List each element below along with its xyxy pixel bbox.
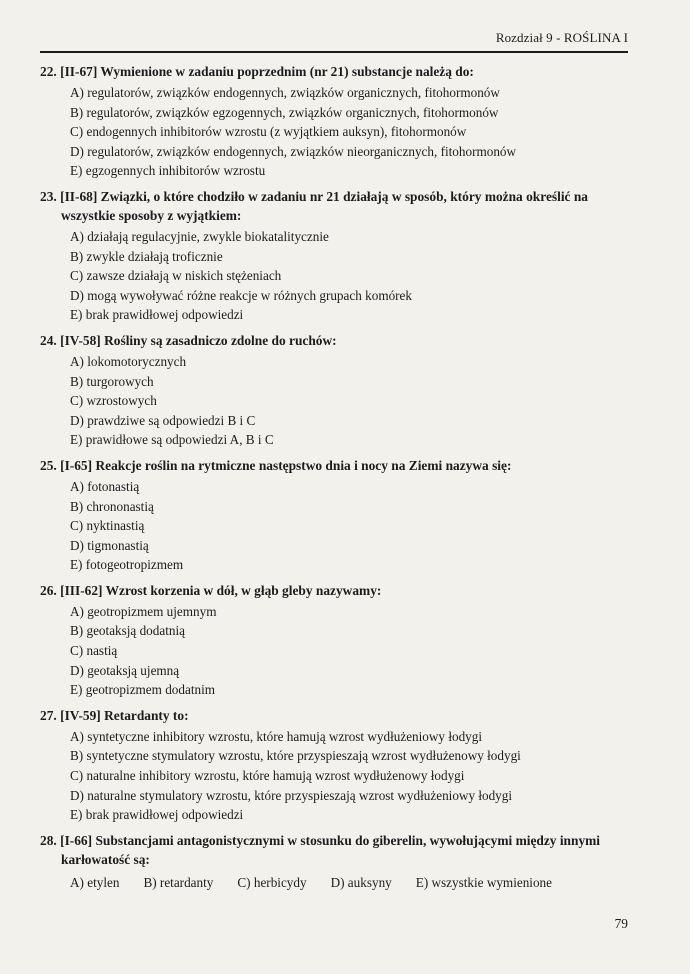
question-text: Reakcje roślin na rytmiczne następstwo dnia i nocy na Ziemi nazywa się: bbox=[95, 457, 512, 473]
answer-option: A) regulatorów, związków endogennych, związków organicznych, fitohormonów bbox=[70, 85, 500, 100]
question-text: Wymienione w zadaniu poprzednim (nr 21) substancje należą do: bbox=[100, 64, 474, 79]
question-title bbox=[40, 187, 630, 225]
answer-option: C) nastią bbox=[70, 643, 118, 659]
header-rule bbox=[40, 51, 628, 53]
answer-option: D) auksyny bbox=[330, 874, 392, 890]
answer-list bbox=[70, 227, 630, 325]
answer-option: B) regulatorów, związków egzogennych, związków organicznych, fitohormonów bbox=[70, 104, 499, 120]
answer-option: B) syntetyczne stymulatory wzrostu, które przyspieszają wzrost wydłużenowy łodygi bbox=[70, 748, 521, 764]
question-22 bbox=[40, 62, 630, 181]
question-list bbox=[40, 62, 630, 892]
answer-option: A) syntetyczne inhibitory wzrostu, które hamują wzrost wydłużeniowy łodygi bbox=[70, 728, 483, 744]
answer-option: A) działają regulacyjnie, zwykle biokatalitycznie bbox=[70, 228, 329, 244]
answer-option: D) naturalne stymulatory wzrostu, które przyspieszają wzrost wydłużeniowy łodygi bbox=[70, 787, 513, 803]
answer-option: C) herbicydy bbox=[237, 874, 307, 890]
answer-option: B) geotaksją dodatnią bbox=[70, 623, 185, 639]
question-number: 22. bbox=[40, 64, 57, 79]
question-title bbox=[40, 831, 630, 869]
question-text: Rośliny są zasadniczo zdolne do ruchów: bbox=[104, 332, 337, 348]
question-code: [IV-58] bbox=[60, 332, 101, 348]
answer-option: C) endogennych inhibitorów wzrostu (z wyjątkiem auksyn), fitohormonów bbox=[70, 124, 467, 140]
question-number: 24. bbox=[40, 332, 57, 348]
question-text: Substancjami antagonistycznymi w stosunku do giberelin, wywołującymi między innymi karłowatość są: bbox=[61, 832, 601, 867]
answer-option: E) fotogeotropizmem bbox=[70, 557, 184, 573]
answer-option: A) etylen bbox=[70, 874, 120, 890]
question-number: 28. bbox=[40, 832, 57, 848]
question-title bbox=[40, 62, 630, 81]
answer-option: E) egzogennych inhibitorów wzrostu bbox=[70, 163, 266, 179]
answer-option: B) turgorowych bbox=[70, 373, 154, 389]
question-title bbox=[40, 581, 630, 600]
answer-option: C) wzrostowych bbox=[70, 393, 157, 409]
question-text: Wzrost korzenia w dół, w głąb gleby nazywamy: bbox=[105, 582, 382, 598]
answer-list bbox=[70, 352, 630, 450]
answer-option: E) brak prawidłowej odpowiedzi bbox=[70, 807, 244, 823]
answer-option: C) naturalne inhibitory wzrostu, które hamują wzrost wydłużenowy łodygi bbox=[70, 768, 465, 784]
question-code: [I-65] bbox=[60, 457, 93, 473]
answer-option: A) geotropizmem ujemnym bbox=[70, 603, 217, 619]
answer-option: B) chrononastią bbox=[70, 498, 154, 514]
answer-list bbox=[70, 602, 630, 700]
question-code: [II-67] bbox=[60, 64, 98, 79]
question-title bbox=[40, 331, 630, 350]
page-number: 79 bbox=[614, 916, 628, 931]
question-code: [II-68] bbox=[60, 188, 98, 204]
answer-option: A) lokomotorycznych bbox=[70, 353, 187, 369]
answer-option: B) zwykle działają troficznie bbox=[70, 248, 223, 264]
question-25 bbox=[40, 456, 630, 575]
question-26 bbox=[40, 581, 630, 700]
question-28 bbox=[40, 831, 630, 893]
question-text: Związki, o które chodziło w zadaniu nr 21 działają w sposób, który można określić na wszystkie sposoby z wyjątkiem: bbox=[61, 188, 588, 223]
answer-option: A) fotonastią bbox=[70, 478, 140, 494]
answer-option: E) prawidłowe są odpowiedzi A, B i C bbox=[70, 432, 274, 448]
answer-option: D) tigmonastią bbox=[70, 537, 149, 553]
answer-option: E) brak prawidłowej odpowiedzi bbox=[70, 307, 244, 323]
question-24 bbox=[40, 331, 630, 450]
question-text: Retardanty to: bbox=[104, 707, 189, 723]
question-title bbox=[40, 706, 630, 725]
question-title bbox=[40, 456, 630, 475]
question-number: 26. bbox=[40, 582, 57, 598]
question-number: 27. bbox=[40, 707, 57, 723]
answer-option: D) mogą wywoływać różne reakcje w różnych grupach komórek bbox=[70, 287, 413, 303]
answer-option: E) wszystkie wymienione bbox=[415, 874, 553, 890]
answer-option: C) nyktinastią bbox=[70, 518, 145, 534]
question-code: [III-62] bbox=[60, 582, 103, 598]
answer-list bbox=[70, 727, 630, 825]
answer-option: E) geotropizmem dodatnim bbox=[70, 682, 216, 698]
answer-option: D) geotaksją ujemną bbox=[70, 662, 180, 678]
question-23 bbox=[40, 187, 630, 325]
question-27 bbox=[40, 706, 630, 825]
question-number: 23. bbox=[40, 188, 57, 204]
answer-option: C) zawsze działają w niskich stężeniach bbox=[70, 268, 282, 284]
question-number: 25. bbox=[40, 457, 57, 473]
answer-list-inline bbox=[70, 873, 630, 893]
question-code: [I-66] bbox=[60, 832, 93, 848]
chapter-header: Rozdział 9 - ROŚLINA I bbox=[495, 30, 628, 45]
question-code: [IV-59] bbox=[60, 707, 101, 723]
answer-option: D) regulatorów, związków endogennych, związków nieorganicznych, fitohormonów bbox=[70, 143, 517, 159]
answer-list bbox=[70, 83, 630, 181]
answer-option: B) retardanty bbox=[143, 874, 214, 890]
answer-option: D) prawdziwe są odpowiedzi B i C bbox=[70, 412, 256, 428]
answer-list bbox=[70, 477, 630, 575]
